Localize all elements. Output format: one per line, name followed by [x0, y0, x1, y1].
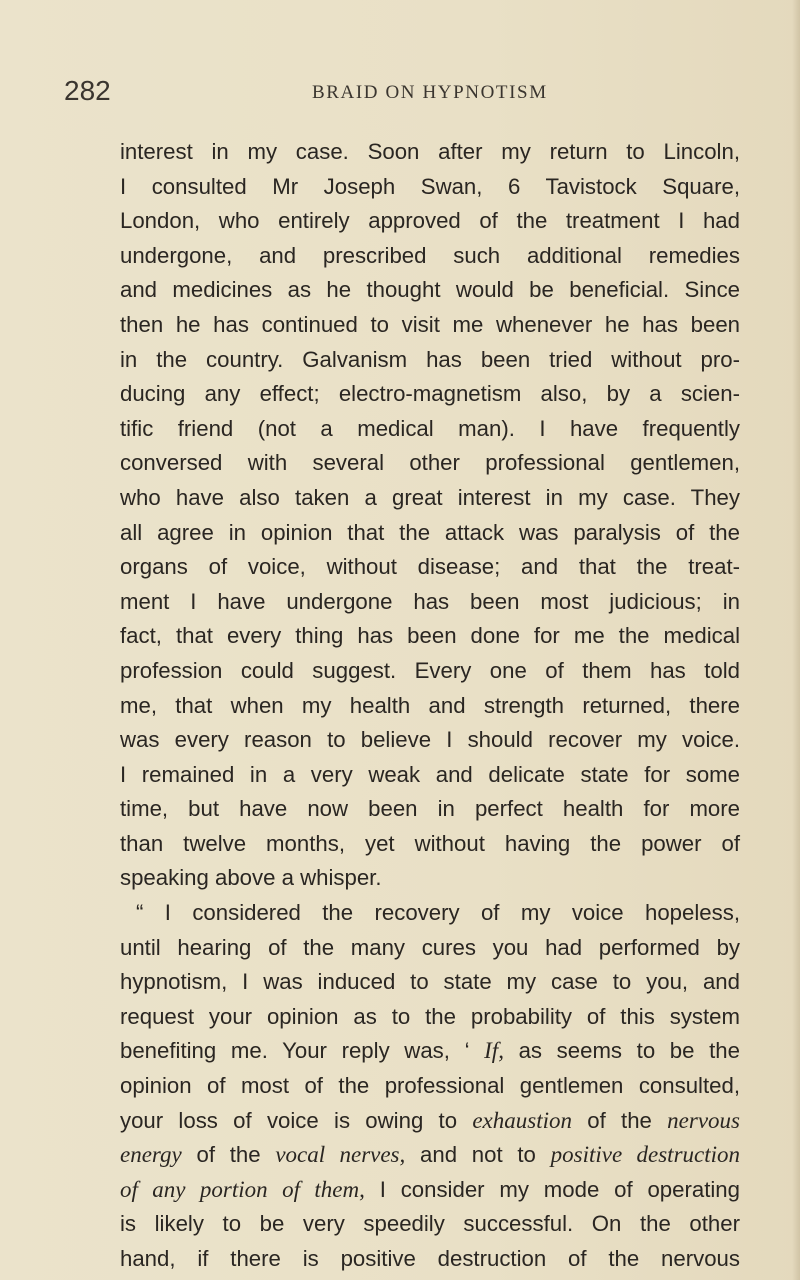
text-run: tific friend (not a medical man). I have frequently [120, 415, 740, 441]
text-line [120, 308, 740, 343]
text-line [120, 516, 740, 551]
italic-text: of any portion of them, [120, 1176, 365, 1202]
italic-text: positive destruction [550, 1142, 741, 1168]
italic-text: exhaustion [472, 1107, 572, 1133]
text-run: London, who entirely approved of the treatment I had [120, 208, 740, 234]
text-line [120, 1034, 740, 1069]
text-line [120, 758, 740, 793]
text-run: I remained in a very weak and delicate state for some [120, 761, 740, 787]
body-text [120, 135, 740, 1277]
text-line [120, 689, 740, 724]
text-line [120, 239, 740, 274]
text-run: your loss of voice is owing to [120, 1107, 473, 1133]
text-run: is likely to be very speedily successful. On the other [120, 1211, 740, 1237]
text-line [120, 896, 740, 931]
text-run: was every reason to believe I should recover my voice. [120, 727, 740, 753]
text-run: and medicines as he thought would be beneficial. Since [120, 277, 740, 303]
text-line [120, 1104, 740, 1139]
page-number: 282 [64, 75, 111, 106]
italic-text: vocal nerves, [275, 1142, 406, 1168]
text-run: benefiting me. Your reply was, ‘ [120, 1038, 485, 1064]
text-line [120, 585, 740, 620]
text-line [120, 1173, 740, 1208]
text-run: than twelve months, yet without having the power of [120, 830, 740, 856]
text-run: profession could suggest. Every one of them has told [120, 657, 740, 683]
text-line [120, 377, 740, 412]
text-line [120, 723, 740, 758]
text-line [120, 792, 740, 827]
text-run: ducing any effect; electro-magnetism also, by a scien- [120, 381, 740, 407]
text-run: time, but have now been in perfect health for more [120, 796, 740, 822]
text-line [120, 273, 740, 308]
text-line [120, 827, 740, 862]
text-run: organs of voice, without disease; and that the treat- [120, 554, 740, 580]
text-line [120, 861, 740, 896]
text-run: ment I have undergone has been most judicious; in [120, 588, 740, 614]
text-line [120, 1242, 740, 1277]
text-run: until hearing of the many cures you had performed by [120, 934, 740, 960]
text-line [120, 931, 740, 966]
italic-text: energy [120, 1142, 182, 1168]
text-line [120, 965, 740, 1000]
page-edge-shadow [792, 0, 800, 1280]
italic-text: If, [484, 1038, 504, 1064]
text-line [120, 1138, 740, 1173]
text-run: hypnotism, I was induced to state my case to you, and [120, 969, 740, 995]
text-line [120, 1207, 740, 1242]
text-line [120, 550, 740, 585]
text-run: interest in my case. Soon after my return to Lincoln, [120, 139, 740, 164]
text-run: conversed with several other professional gentlemen, [120, 450, 740, 476]
running-head: BRAID ON HYPNOTISM [312, 82, 548, 103]
text-line [120, 619, 740, 654]
text-line [120, 204, 740, 239]
text-run: speaking above a whisper. [120, 865, 382, 891]
text-line [120, 654, 740, 689]
text-line [120, 135, 740, 170]
text-run: who have also taken a great interest in my case. They [120, 484, 740, 510]
text-run: in the country. Galvanism has been tried without pro- [120, 346, 740, 372]
text-run: and not to [405, 1142, 551, 1168]
text-line [120, 343, 740, 378]
text-line [120, 170, 740, 205]
text-line [120, 412, 740, 447]
text-run: me, that when my health and strength returned, there [120, 692, 740, 718]
text-run: opinion of most of the professional gentlemen consulted, [120, 1073, 740, 1099]
text-run: of the [181, 1142, 276, 1168]
text-run: hand, if there is positive destruction of the nervous [120, 1246, 740, 1271]
text-line [120, 1000, 740, 1035]
italic-text: nervous [667, 1107, 740, 1133]
text-run: “ I considered the recovery of my voice hopeless, [136, 900, 740, 926]
text-line [120, 1069, 740, 1104]
text-line [120, 481, 740, 516]
text-run: fact, that every thing has been done for me the medical [120, 623, 740, 649]
page-header [0, 74, 800, 114]
text-run: as seems to be the [503, 1038, 740, 1064]
text-run: of the [572, 1107, 668, 1133]
text-run: I consulted Mr Joseph Swan, 6 Tavistock Square, [120, 173, 740, 199]
text-run: request your opinion as to the probability of this system [120, 1003, 740, 1029]
text-run: I consider my mode of operating [364, 1176, 740, 1202]
text-run: undergone, and prescribed such additional remedies [120, 242, 740, 268]
text-run: all agree in opinion that the attack was paralysis of the [120, 519, 740, 545]
text-run: then he has continued to visit me whenever he has been [120, 311, 740, 337]
text-line [120, 446, 740, 481]
